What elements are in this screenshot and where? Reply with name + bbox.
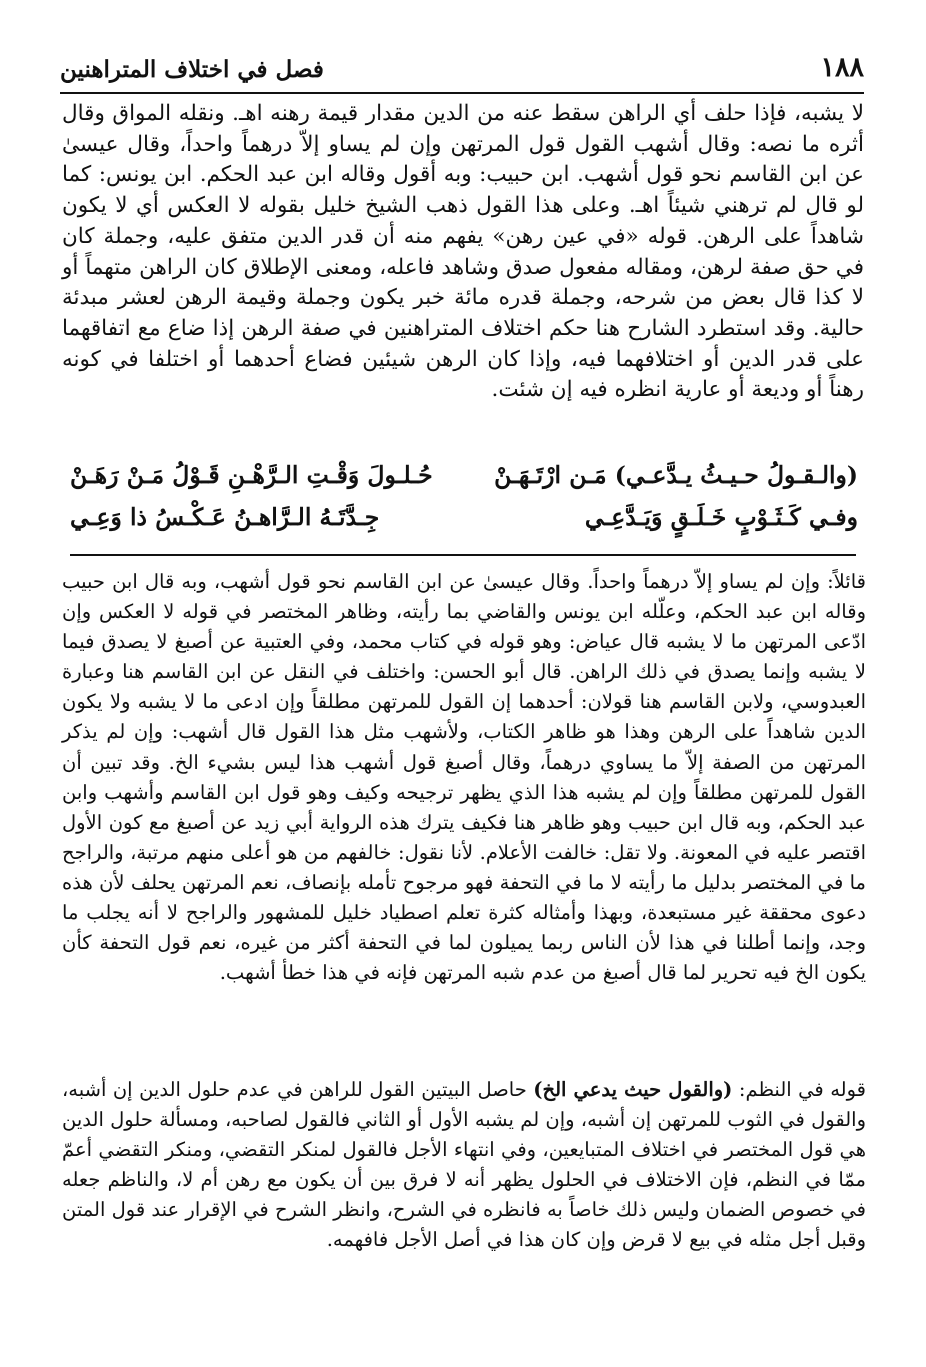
nazm-body: حاصل البيتين القول للراهن في عدم حلول الدين إن أشبه، والقول في الثوب للمرتهن إن أشبه، وإن لم يشبه الأول أو الثاني فالقول لصاحبه، ومسألة حلول الدين هي قول المختصر في اختلاف المتبايعين، وفي انتهاء الأجل فالقول لمنكر التقضي، ومنكر التقضي أعمّ ممّا في النظم، فإن الاختلاف في الحلول يظهر أنه لا فرق بين أن يكون مع رهن أم لا، والناظم جعله في خصوص الضمان وليس ذلك خاصاً به فانظره في الشرح، وانظر الشرح في الإقرار عند قول المتن وقبل أجل مثله في بيع لا قرض وإن كان هذا في أصل الأجل فافهمه. [62,1078,866,1252]
nazm-lead: (والقول حيث يدعي الخ) [533,1078,733,1101]
main-paragraph: لا يشبه، فإذا حلف أي الراهن سقط عنه من الدين مقدار قيمة رهنه اهـ. ونقله المواق وقال أثره ما نصه: وقال أشهب القول قول المرتهن وإن لم يساو إلاّ درهماً واحداً، وقال عيسىٰ عن ابن القاسم نحو قول أشهب. ابن حبيب: وبه أقول وقاله ابن عبد الحكم. ابن يونس: كما لو قال لم ترهني شيئاً اهـ. وعلى هذا القول ذهب الشيخ خليل بقوله لا العكس أي لا يكون شاهداً على الرهن. قوله «في عين رهن» يفهم منه أن قدر الدين متفق عليه، وجملة كان في حق صفة لرهن، ومقاله مفعول صدق وشاهد فاعله، ومعنى الإطلاق كان الراهن متهماً أو لا كذا قال بعض من شرحه، وجملة قدره مائة خبر يكون وجملة وقيمة الرهن لعشر مبدئة حالية. وقد استطرد الشارح هنا حكم اختلاف المتراهنين في صفة الرهن إذا ضاع مع اتفاقهما على قدر الدين أو اختلافهما فيه، وإذا كان الرهن شيئين فضاع أحدهما أو اختلفا في كونه رهناً أو وديعة أو عارية انظره فيه إن شئت. [62,101,864,403]
running-title: فصل في اختلاف المتراهنين [60,56,324,83]
verse-block [70,454,858,538]
nazm-intro: قوله في النظم: [738,1078,866,1101]
verse-2-second-hemistich: جِـدَّتَـهُ الـرَّاهـنُ عَـكْـسُ ذا وَعِـي [70,503,380,531]
verse-1-first-hemistich: (والـقـولُ حـيـثُ يـدَّعـي) مَـن ارْتَـهَـنْ [494,461,858,489]
commentary-paragraph: قائلاً: وإن لم يساو إلاّ درهماً واحداً. وقال عيسىٰ عن ابن القاسم نحو قول أشهب، وبه قال ابن حبيب وقاله ابن عبد الحكم، وعلّله ابن يونس والقاضي بما رأيته، وظاهر المختصر في قوله لا العكس وإن ادّعى المرتهن ما لا يشبه قال عياض: وهو قوله في كتاب محمد، وفي العتبية عن أصبغ لا يصدق فيما لا يشبه وإنما يصدق في ذلك الراهن. قال أبو الحسن: واختلف في النقل عن ابن القاسم هنا وعبارة العبدوسي، ولابن القاسم هنا قولان: أحدهما إن القول للمرتهن مطلقاً وإن ادعى ما لا يشبه ولا يكون الدين شاهداً على الرهن وهذا هو ظاهر الكتاب، ولأشهب مثل هذا القول قال أشهب: وإن لم يذكر المرتهن من الصفة إلاّ ما يساوي درهماً، وقال أصبغ قول أشهب هذا ليس بشيء الخ. وقد تبين أن القول للمرتهن مطلقاً وإن لم يشبه هذا الذي يظهر ترجيحه وكيف وهو قول ابن القاسم وأشهب وابن عبد الحكم، وبه قال ابن حبيب وهو ظاهر هنا فكيف يترك هذه الرواية أبي زيد عن أصبغ مع كون الأول اقتصر عليه في المعونة. ولا تقل: خالفت الأعلام. لأنا نقول: خالفهم من هو أعلى منهم مرتبة، والراجح ما في المختصر بدليل ما رأيته لا ما في التحفة فهو مرجوح تأمله بإنصاف، نعم المرتهن يحلف لأن هذه دعوى محققة غير مستبعدة، وبهذا وأمثاله كثرة تعلم اصطياد خليل للمشهور والراجح لا أنه يجلب ما وجد، وإنما أطلنا في هذا لأن الناس ربما يميلون لما في التحفة أكثر من غيره، نعم قول التحفة كأن يكون الخ فيه تحرير لما قال أصبغ من عدم شبه المرتهن فإنه في هذا خطأ أشهب. [62,570,866,985]
page-number: ١٨٨ [820,52,864,83]
nazm-explanation-block [62,1075,866,1256]
commentary-block [62,567,866,988]
main-text-block [62,99,864,406]
verse-line-2 [70,496,858,538]
nazm-paragraph [62,1075,866,1256]
verse-line-1 [70,454,858,496]
verse-2-first-hemistich: وفـي كَـثَـوْبٍ خَـلَـقٍ وَيَـدَّعِـي [584,503,858,531]
verse-1-second-hemistich: حُـلـولَ وَقْـتِ الـرَّهْـنِ قَـوْلُ مَـنْ رَهَـنْ [70,461,433,489]
page-header [60,48,864,94]
section-divider [70,554,856,556]
